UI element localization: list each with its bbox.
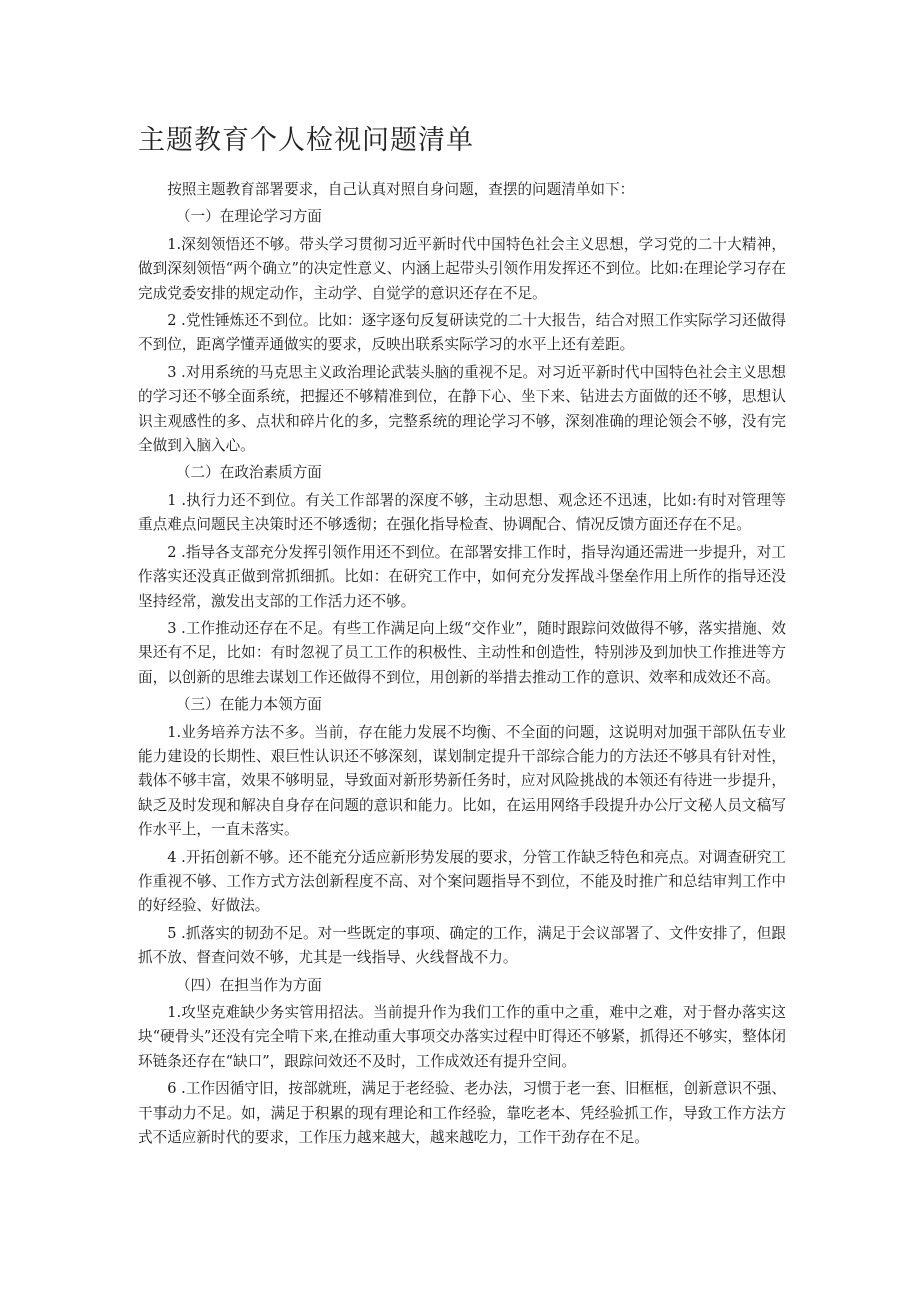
paragraph: 4 .开拓创新不够。还不能充分适应新形势发展的要求，分管工作缺乏特色和亮点。对调查研究工作重视不够、工作方式方法创新程度不高、对个案问题指导不到位，不能及时推广和总结审判工作中的好经验、好做法。 [138, 848, 786, 915]
document-body [138, 118, 786, 1150]
section-heading-politics: （二）在政治素质方面 [175, 464, 322, 482]
document-title: 主题教育个人检视问题清单 [138, 125, 474, 156]
paragraph: 2 .党性锤炼还不到位。比如：逐字逐句反复研读党的二十大报告，结合对照工作实际学习还做得不到位，距离学懂弄通做实的要求，反映出联系实际学习的水平上还有差距。 [138, 312, 786, 354]
paragraph: 5 .抓落实的韧劲不足。对一些既定的事项、确定的工作，满足于会议部署了、文件安排了，但跟抓不放、督查问效不够，尤其是一线指导、火线督战不力。 [138, 924, 786, 967]
paragraph: 3 .工作推动还存在不足。有些工作满足向上级“交作业”，随时跟踪问效做得不够，落实措施、效果还有不足，比如：有时忽视了员工工作的积极性、主动性和创造性，特别涉及到加快工作推进等方面，以创新的思维去谋划工作还做得不到位，用创新的举措去推动工作的意识、效率和成效还不高。 [138, 619, 786, 686]
paragraph: 1 .执行力还不到位。有关工作部署的深度不够，主动思想、观念还不迅速，比如:有时对管理等重点难点问题民主决策时还不够透彻；在强化指导检查、协调配合、情况反馈方面还存在不足。 [138, 491, 786, 534]
paragraph: 6 .工作因循守旧，按部就班，满足于老经验、老办法，习惯于老一套、旧框框，创新意识不强、干事动力不足。如，满足于积累的现有理论和工作经验，靠吃老本、凭经验抓工作，导致工作方法方式不适应新时代的要求，工作压力越来越大，越来越吃力，工作干劲存在不足。 [138, 1080, 786, 1147]
section-heading-theory: （一）在理论学习方面 [175, 208, 322, 226]
paragraph: 1.深刻领悟还不够。带头学习贯彻习近平新时代中国特色社会主义思想，学习党的二十大精神，做到深刻领悟“两个确立”的决定性意义、内涵上起带头引领作用发挥还不到位。比如:在理论学习存在完成党委安排的规定动作，主动学、自觉学的意识还存在不足。 [138, 235, 786, 302]
paragraph: 1.业务培养方法不多。当前，存在能力发展不均衡、不全面的问题，这说明对加强干部队伍专业能力建设的长期性、艰巨性认识还不够深刻，谋划制定提升干部综合能力的方法还不够具有针对性，载体不够丰富，效果不够明显，导致面对新形势新任务时，应对风险挑战的本领还有待进一步提升，缺乏及时发现和解决自身存在问题的意识和能力。比如，在运用网络手段提升办公厅文秘人员文稿写作水平上，一直未落实。 [138, 723, 786, 839]
paragraph: 1.攻坚克难缺少务实管用招法。当前提升作为我们工作的重中之重，难中之难，对于督办落实这块“硬骨头”还没有完全啃下来,在推动重大事项交办落实过程中盯得还不够紧，抓得还不够实，整体闭环链条还存在“缺口”，跟踪问效还不及时，工作成效还有提升空间。 [138, 1004, 786, 1070]
intro-paragraph: 按照主题教育部署要求，自己认真对照自身问题，查摆的问题清单如下： [167, 181, 635, 198]
section-heading-ability: （三）在能力本领方面 [175, 696, 322, 714]
paragraph: 2 .指导各支部充分发挥引领作用还不到位。在部署安排工作时，指导沟通还需进一步提升，对工作落实还没真正做到常抓细抓。比如：在研究工作中，如何充分发挥战斗堡垒作用上所作的指导还没坚持经常，激发出支部的工作活力还不够。 [138, 543, 786, 610]
section-heading-responsibility: （四）在担当作为方面 [175, 976, 322, 994]
paragraph: 3 .对用系统的马克思主义政治理论武装头脑的重视不足。对习近平新时代中国特色社会主义思想的学习还不够全面系统，把握还不够精准到位，在静下心、坐下来、钻进去方面做的还不够，思想认识主观感性的多、点状和碎片化的多，完整系统的理论学习不够，深刻准确的理论领会不够，没有完全做到入脑入心。 [138, 363, 786, 455]
